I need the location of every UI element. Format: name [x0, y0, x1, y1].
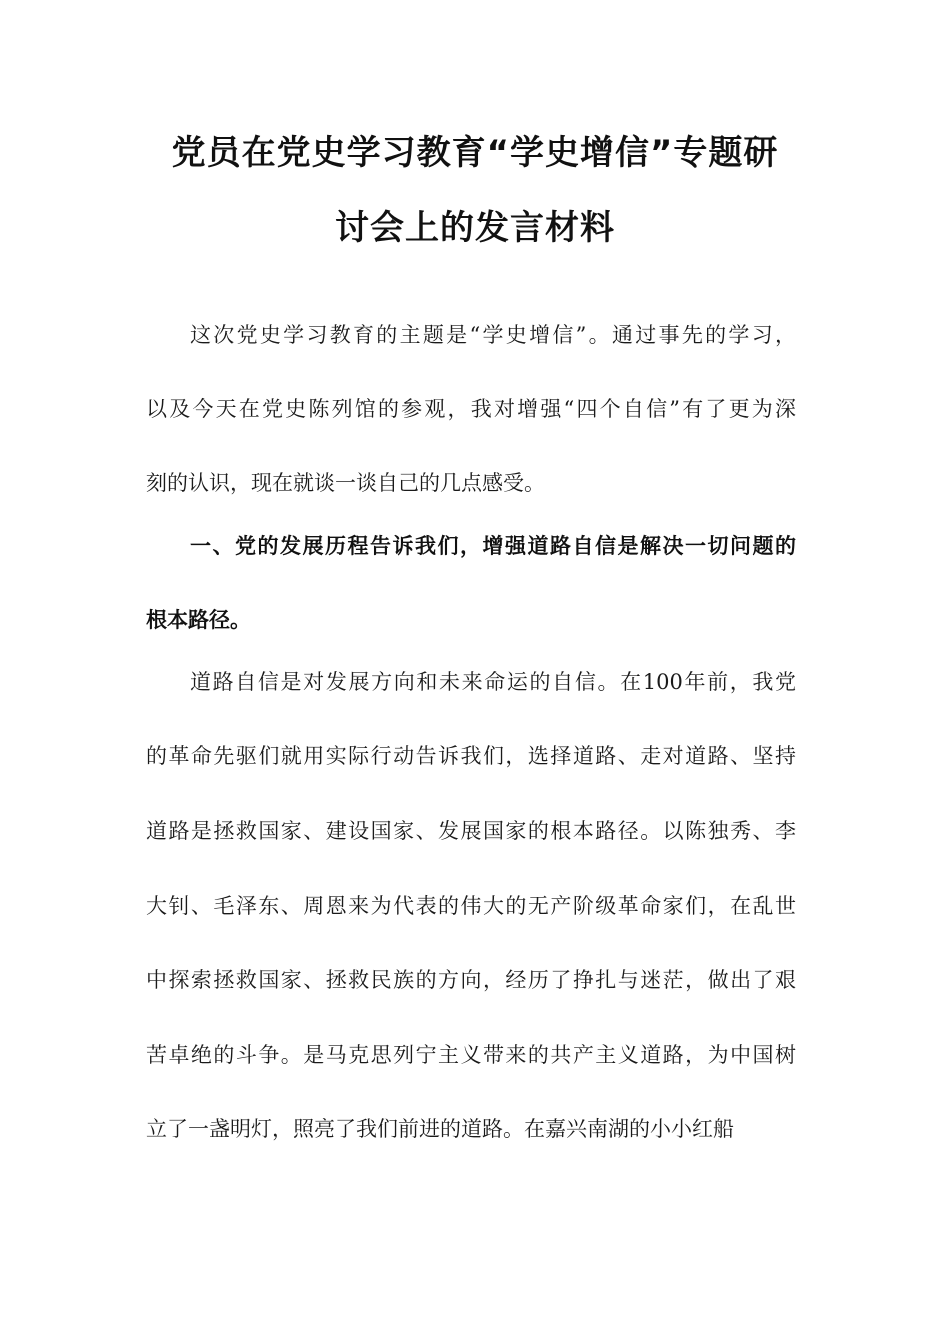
body-line-2: 的革命先驱们就用实际行动告诉我们，选择道路、走对道路、坚持 [146, 744, 796, 768]
section-heading-line-1: 一、党的发展历程告诉我们，增强道路自信是解决一切问题的 [190, 534, 796, 558]
body-line-4: 大钊、毛泽东、周恩来为代表的伟大的无产阶级革命家们，在乱世 [146, 894, 796, 918]
intro-line-3: 刻的认识，现在就谈一谈自己的几点感受。 [146, 471, 545, 495]
intro-line-2: 以及今天在党史陈列馆的参观，我对增强“四个自信”有了更为深 [146, 397, 796, 421]
body-line-3: 道路是拯救国家、建设国家、发展国家的根本路径。以陈独秀、李 [146, 819, 796, 843]
body-line-6: 苦卓绝的斗争。是马克思列宁主义带来的共产主义道路，为中国树 [146, 1043, 796, 1067]
body-line-1: 道路自信是对发展方向和未来命运的自信。在100年前，我党 [190, 670, 796, 694]
body-line-5: 中探索拯救国家、拯救民族的方向，经历了挣扎与迷茫，做出了艰 [146, 968, 796, 992]
section-heading-line-2: 根本路径。 [146, 608, 251, 632]
intro-line-1: 这次党史学习教育的主题是“学史增信”。通过事先的学习， [190, 323, 796, 347]
body-line-7: 立了一盏明灯，照亮了我们前进的道路。在嘉兴南湖的小小红船 [146, 1117, 734, 1141]
document-title-line-1: 党员在党史学习教育“学史增信”专题研 [171, 133, 779, 173]
document-title-line-2: 讨会上的发言材料 [335, 208, 615, 248]
